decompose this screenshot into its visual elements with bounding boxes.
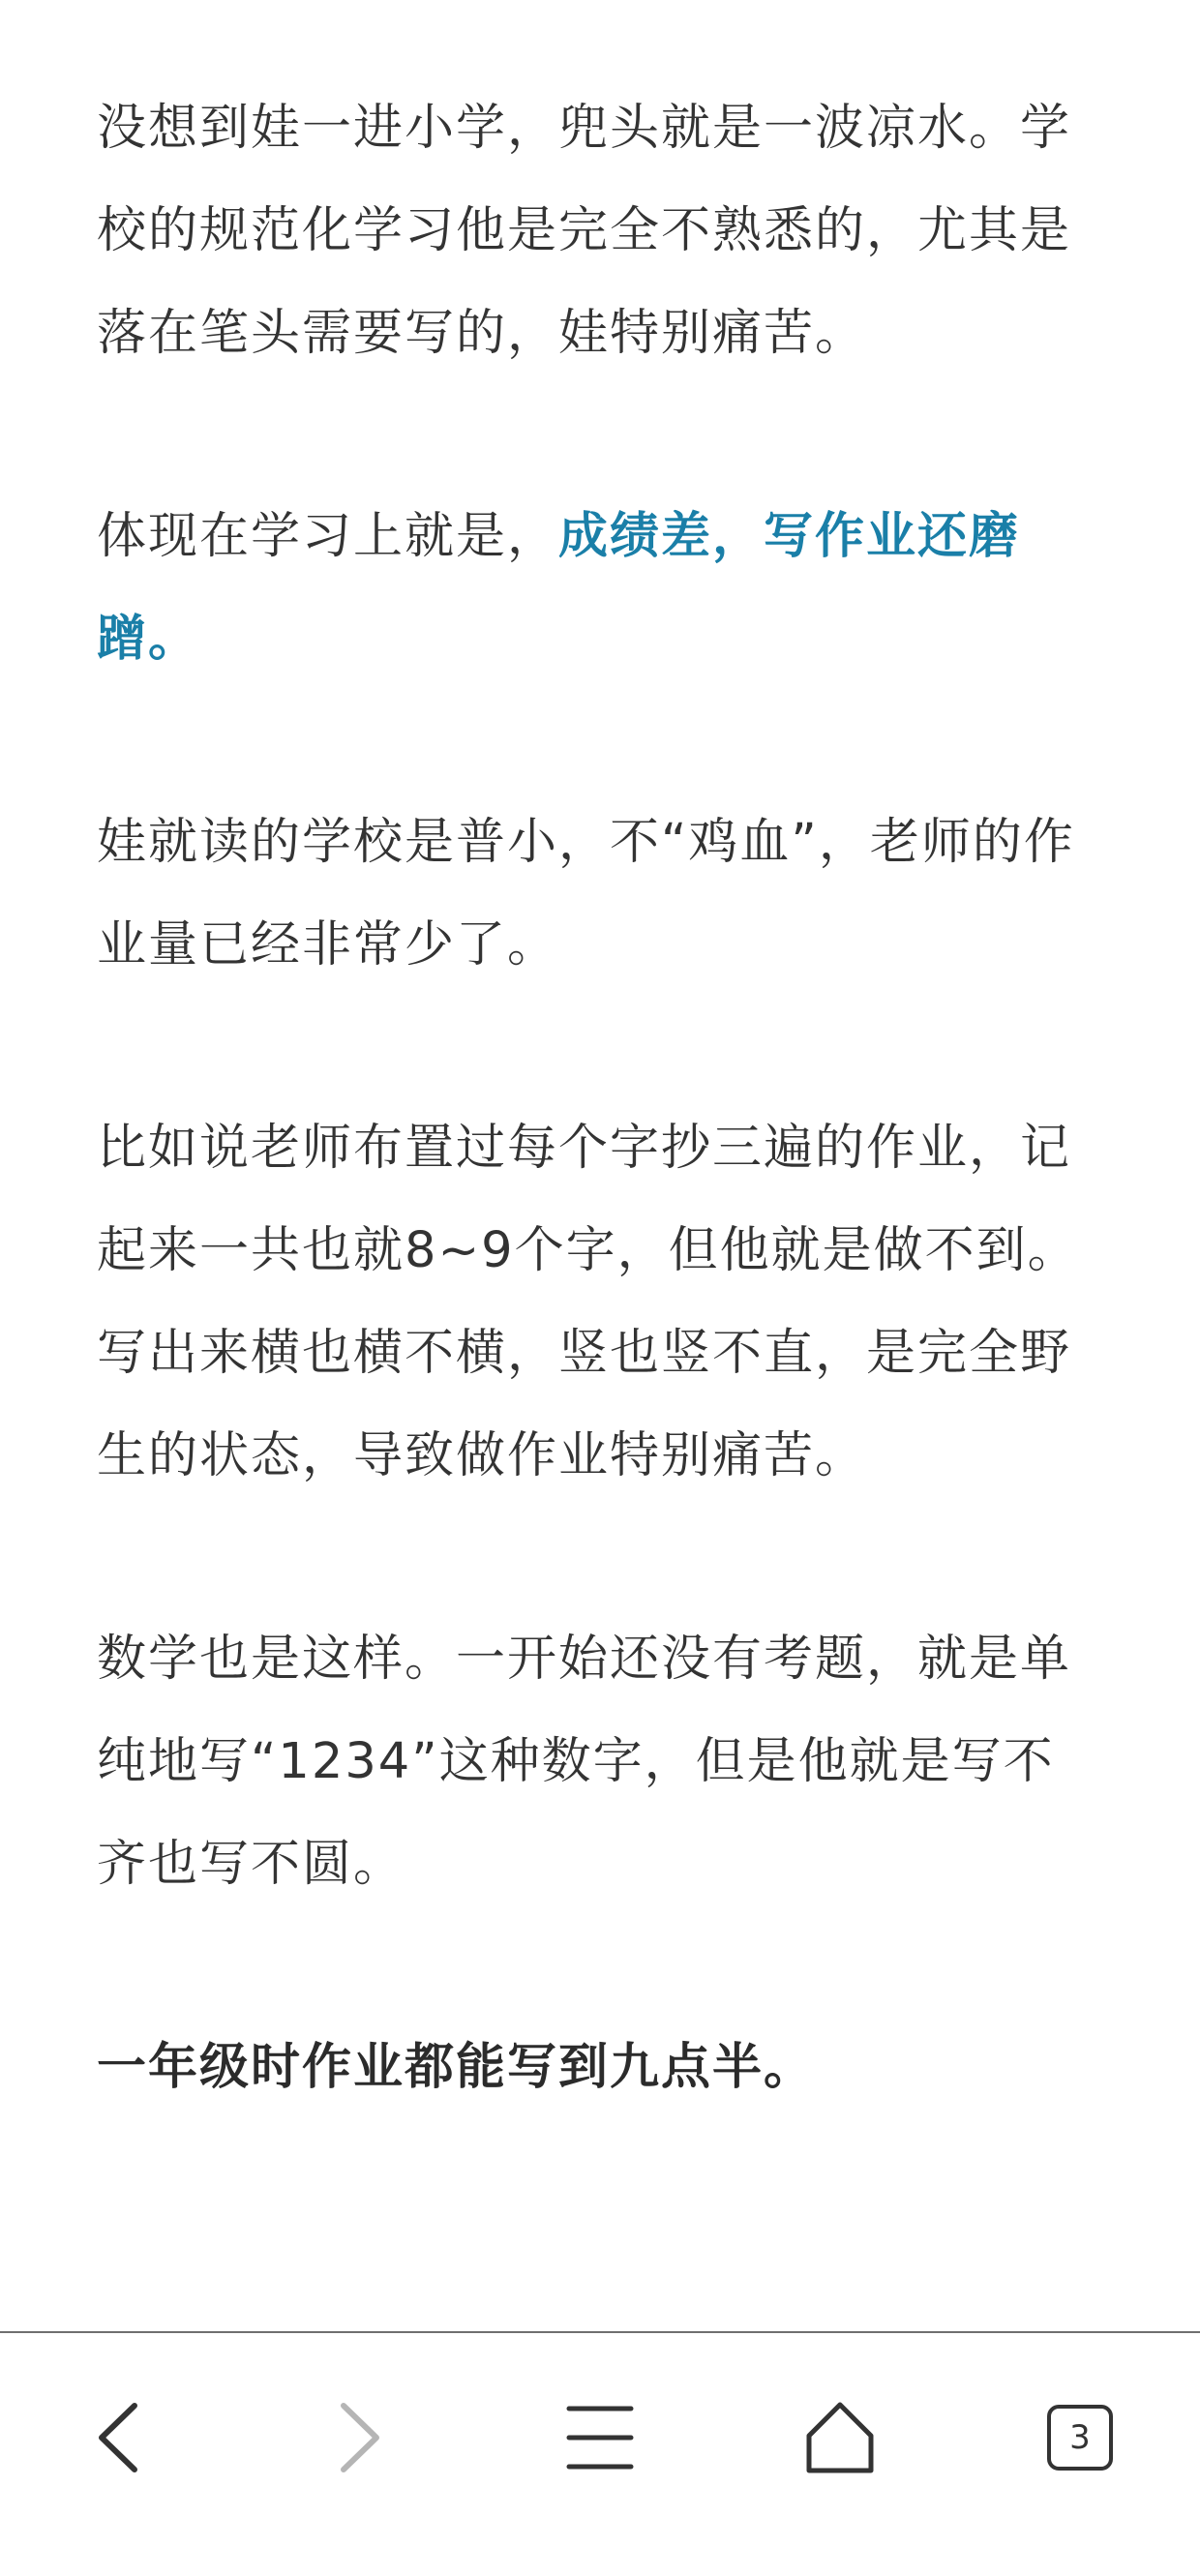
paragraph-4: 比如说老师布置过每个字抄三遍的作业，记起来一共也就8~9个字，但他就是做不到。写出来横也横不横，竖也竖不直，是完全野生的状态，导致做作业特别痛苦。 <box>97 1120 1079 1484</box>
browser-bottom-toolbar <box>0 2331 1200 2576</box>
paragraph-2-text: 体现在学习上就是， <box>97 508 559 565</box>
paragraph-1: 没想到娃一进小学，兜头就是一波凉水。学校的规范化学习他是完全不熟悉的，尤其是落在笔头需要写的，娃特别痛苦。 <box>97 100 1072 362</box>
paragraph-3: 娃就读的学校是普小，不“鸡血”，老师的作业量已经非常少了。 <box>97 814 1075 973</box>
paragraph-2 <box>97 486 1103 691</box>
chevron-right-icon <box>326 2394 394 2481</box>
paragraph-6-bold: 一年级时作业都能写到九点半。 <box>97 2039 816 2096</box>
back-button[interactable] <box>41 2370 195 2505</box>
chevron-left-icon <box>84 2394 152 2481</box>
menu-button[interactable] <box>523 2370 677 2505</box>
forward-button[interactable] <box>283 2370 437 2505</box>
home-button[interactable] <box>763 2370 917 2505</box>
paragraph-5: 数学也是这样。一开始还没有考题，就是单纯地写“1234”这种数字，但是他就是写不齐也写不圆。 <box>97 1631 1072 1893</box>
highlighted-text: 成绩差，写作业还磨蹭。 <box>97 508 1021 668</box>
tab-count: 3 <box>1069 2418 1091 2457</box>
article-body <box>97 77 1103 2220</box>
home-icon <box>799 2397 881 2478</box>
tabs-button[interactable] <box>1003 2370 1157 2505</box>
tabs-icon <box>1046 2404 1114 2471</box>
hamburger-menu-icon <box>561 2399 639 2476</box>
